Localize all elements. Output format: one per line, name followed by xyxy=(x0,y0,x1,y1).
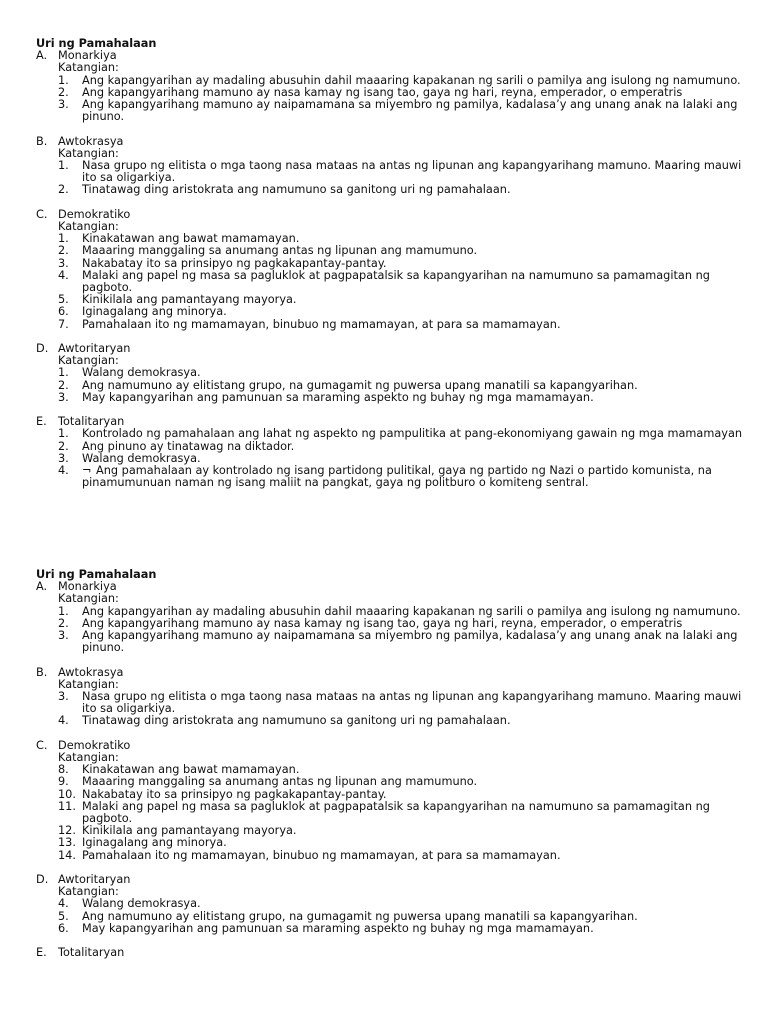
list-item xyxy=(36,837,748,849)
list-item xyxy=(36,367,748,379)
section-demokratiko xyxy=(36,740,748,862)
item-number: 1. xyxy=(58,427,69,441)
list-item xyxy=(36,380,748,392)
item-number: 3. xyxy=(58,451,69,465)
item-text: Ang kapangyarihang mamuno ay naipamamana sa miyembro ng pamilya, kadalasa’y ang unang anak na lalaki ang pinuno. xyxy=(82,98,738,124)
item-number: 4. xyxy=(58,268,69,282)
katangian-label: Katangian: xyxy=(58,592,119,606)
stray-mark: ¬ xyxy=(82,464,92,478)
item-text xyxy=(82,465,748,489)
item-number: 12. xyxy=(58,824,76,838)
item-number: 1. xyxy=(58,604,69,618)
item-text: Ang kapangyarihang mamuno ay naipamamana sa miyembro ng pamilya, kadalasa’y ang unang anak na lalaki ang pinuno. xyxy=(82,629,738,655)
list-item xyxy=(36,245,748,257)
list-item xyxy=(36,392,748,404)
document-block-2 xyxy=(36,569,748,972)
item-number: 9. xyxy=(58,775,69,789)
item-number: 3. xyxy=(58,256,69,270)
item-number: 3. xyxy=(58,98,69,111)
item-number: 5. xyxy=(58,909,69,923)
item-text: Ang kapangyarihang mamuno ay nasa kamay ng isang tao, gaya ng hari, reyna, emperador, o emperatris xyxy=(82,616,683,630)
section-totalitaryan xyxy=(36,416,748,489)
list-item xyxy=(36,691,748,715)
item-text: Tinatawag ding aristokrata ang namumuno sa ganitong uri ng pamahalaan. xyxy=(82,183,511,197)
katangian-label: Katangian: xyxy=(58,146,119,160)
item-text: Ang kapangyarihang mamuno ay nasa kamay ng isang tao, gaya ng hari, reyna, emperador, o emperatris xyxy=(82,85,683,99)
item-number: 2. xyxy=(58,378,69,392)
section-name: Monarkiya xyxy=(58,580,117,594)
list-item xyxy=(36,801,748,825)
item-text: Iginagalang ang minorya. xyxy=(82,305,227,319)
list-item xyxy=(36,319,748,331)
item-number: 11. xyxy=(58,799,76,813)
list-item xyxy=(36,184,748,196)
item-number: 4. xyxy=(58,714,69,728)
item-text: Ang pinuno ay tinatawag na diktador. xyxy=(82,439,295,453)
item-text: May kapangyarihan ang pamunuan sa maraming aspekto ng buhay ng mga mamamayan. xyxy=(82,390,594,404)
list-item xyxy=(36,630,748,654)
section-heading xyxy=(36,50,748,62)
item-number: 2. xyxy=(58,244,69,258)
item-text: Walang demokrasya. xyxy=(82,897,201,911)
item-number: 2. xyxy=(58,616,69,630)
item-text: Ang namumuno ay elitistang grupo, na gumagamit ng puwersa upang manatili sa kapangyarihan. xyxy=(82,378,638,392)
document-block-1 xyxy=(36,38,748,502)
item-number: 8. xyxy=(58,763,69,777)
section-heading xyxy=(36,136,748,148)
katangian-label: Katangian: xyxy=(58,677,119,691)
section-letter: B. xyxy=(36,134,48,148)
item-text: Ang namumuno ay elitistang grupo, na gumagamit ng puwersa upang manatili sa kapangyarihan. xyxy=(82,909,638,923)
item-number: 6. xyxy=(58,921,69,935)
list-item xyxy=(36,789,748,801)
item-number: 6. xyxy=(58,305,69,319)
item-number: 5. xyxy=(58,293,69,307)
item-text: Kinikilala ang pamantayang mayorya. xyxy=(82,824,297,838)
katangian-label: Katangian: xyxy=(58,885,119,899)
item-number: 1. xyxy=(58,366,69,380)
section-letter: A. xyxy=(36,49,48,63)
item-number: 3. xyxy=(58,390,69,404)
item-number: 4. xyxy=(58,897,69,911)
list-item xyxy=(36,776,748,788)
item-text: Kinakatawan ang bawat mamamayan. xyxy=(82,763,300,777)
section-letter: C. xyxy=(36,207,48,221)
katangian-label: Katangian: xyxy=(58,220,119,233)
list-item xyxy=(36,850,748,862)
section-heading xyxy=(36,947,748,959)
item-text: Nasa grupo ng elitista o mga taong nasa mataas na antas ng lipunan ang kapangyarihang mamuno. Maaring mauwi ito sa oligarkiya. xyxy=(82,690,742,716)
list-item xyxy=(36,428,748,440)
item-number: 2. xyxy=(58,183,69,197)
item-text: Walang demokrasya. xyxy=(82,451,201,465)
item-number: 4. xyxy=(58,464,69,478)
section-totalitaryan xyxy=(36,947,748,959)
section-letter: B. xyxy=(36,665,48,679)
list-item xyxy=(36,99,748,123)
list-item xyxy=(36,270,748,294)
item-number: 3. xyxy=(58,629,69,642)
section-heading xyxy=(36,209,748,221)
item-text-body: Ang pamahalaan ay kontrolado ng isang partidong pulitikal, gaya ng partido ng Nazi o partido komunista, na pinamumunuan naman ng isang maliit na pangkat, gaya ng politburo o komiteng sentral. xyxy=(82,464,712,490)
list-item xyxy=(36,160,748,184)
item-text: Walang demokrasya. xyxy=(82,366,201,380)
section-name: Demokratiko xyxy=(58,738,131,752)
block-title: Uri ng Pamahalaan xyxy=(36,568,157,581)
item-text: Tinatawag ding aristokrata ang namumuno sa ganitong uri ng pamahalaan. xyxy=(82,714,511,728)
section-heading xyxy=(36,740,748,752)
list-item xyxy=(36,75,748,87)
list-item xyxy=(36,465,748,489)
item-text: Maaaring manggaling sa anumang antas ng lipunan ang mamumuno. xyxy=(82,244,478,258)
section-name: Demokratiko xyxy=(58,207,131,221)
section-letter: E. xyxy=(36,415,47,429)
item-number: 7. xyxy=(58,317,69,331)
section-letter: A. xyxy=(36,580,48,594)
item-text: Ang kapangyarihan ay madaling abusuhin dahil maaaring kapakanan ng sarili o pamilya ang isulong ng namumuno. xyxy=(82,73,741,87)
katangian-label: Katangian: xyxy=(58,61,119,75)
item-number: 2. xyxy=(58,85,69,99)
item-number: 1. xyxy=(58,73,69,87)
item-text: Malaki ang papel ng masa sa pagluklok at pagpapatalsik sa kapangyarihan na namumuno sa pamamagitan ng pagboto. xyxy=(82,268,710,295)
section-letter: C. xyxy=(36,738,48,752)
katangian-label: Katangian: xyxy=(58,751,119,764)
section-heading xyxy=(36,581,748,593)
block-title: Uri ng Pamahalaan xyxy=(36,37,157,50)
item-text: Kontrolado ng pamahalaan ang lahat ng aspekto ng pampulitika at pang-ekonomiyang gawain ng mga mamamayan xyxy=(82,427,743,441)
section-awtokrasya xyxy=(36,136,748,197)
list-item xyxy=(36,306,748,318)
item-text: Nasa grupo ng elitista o mga taong nasa mataas na antas ng lipunan ang kapangyarihang mamuno. Maaring mauwi ito sa oligarkiya. xyxy=(82,159,742,185)
item-text: May kapangyarihan ang pamunuan sa maraming aspekto ng buhay ng mga mamamayan. xyxy=(82,921,594,935)
section-awtokrasya xyxy=(36,667,748,728)
list-item xyxy=(36,606,748,618)
list-item xyxy=(36,715,748,727)
section-name: Totalitaryan xyxy=(58,415,125,429)
list-item xyxy=(36,898,748,910)
section-name: Awtoritaryan xyxy=(58,873,131,887)
item-number: 3. xyxy=(58,690,69,703)
item-text: Ang kapangyarihan ay madaling abusuhin dahil maaaring kapakanan ng sarili o pamilya ang isulong ng namumuno. xyxy=(82,604,741,618)
section-name: Totalitaryan xyxy=(58,946,125,960)
item-text: Kinikilala ang pamantayang mayorya. xyxy=(82,293,297,307)
section-monarkiya xyxy=(36,50,748,123)
section-heading xyxy=(36,667,748,679)
item-number: 14. xyxy=(58,848,76,862)
item-number: 13. xyxy=(58,836,76,850)
item-text: Kinakatawan ang bawat mamamayan. xyxy=(82,232,300,246)
section-letter: E. xyxy=(36,946,47,960)
section-letter: D. xyxy=(36,873,49,887)
section-monarkiya xyxy=(36,581,748,654)
item-number: 1. xyxy=(58,232,69,246)
item-text: Nakabatay ito sa prinsipyo ng pagkakapantay-pantay. xyxy=(82,787,387,801)
list-item xyxy=(36,258,748,270)
item-number: 1. xyxy=(58,159,69,172)
item-text: Maaaring manggaling sa anumang antas ng lipunan ang mamumuno. xyxy=(82,775,478,789)
katangian-label: Katangian: xyxy=(58,354,119,368)
item-text: Pamahalaan ito ng mamamayan, binubuo ng mamamayan, at para sa mamamayan. xyxy=(82,848,561,862)
section-name: Awtokrasya xyxy=(58,665,124,679)
section-heading xyxy=(36,343,748,355)
item-text: Nakabatay ito sa prinsipyo ng pagkakapantay-pantay. xyxy=(82,256,387,270)
list-item xyxy=(36,923,748,935)
item-text: Pamahalaan ito ng mamamayan, binubuo ng mamamayan, at para sa mamamayan. xyxy=(82,317,561,331)
item-text: Iginagalang ang minorya. xyxy=(82,836,227,850)
item-number: 10. xyxy=(58,787,76,801)
item-number: 2. xyxy=(58,439,69,453)
section-demokratiko xyxy=(36,209,748,331)
section-name: Monarkiya xyxy=(58,49,117,63)
section-awtoritaryan xyxy=(36,874,748,935)
list-item xyxy=(36,441,748,453)
item-text: Malaki ang papel ng masa sa pagluklok at pagpapatalsik sa kapangyarihan na namumuno sa pamamagitan ng pagboto. xyxy=(82,799,710,826)
section-name: Awtokrasya xyxy=(58,134,124,148)
section-awtoritaryan xyxy=(36,343,748,404)
section-name: Awtoritaryan xyxy=(58,342,131,356)
section-heading xyxy=(36,874,748,886)
section-letter: D. xyxy=(36,342,49,356)
list-item xyxy=(36,911,748,923)
